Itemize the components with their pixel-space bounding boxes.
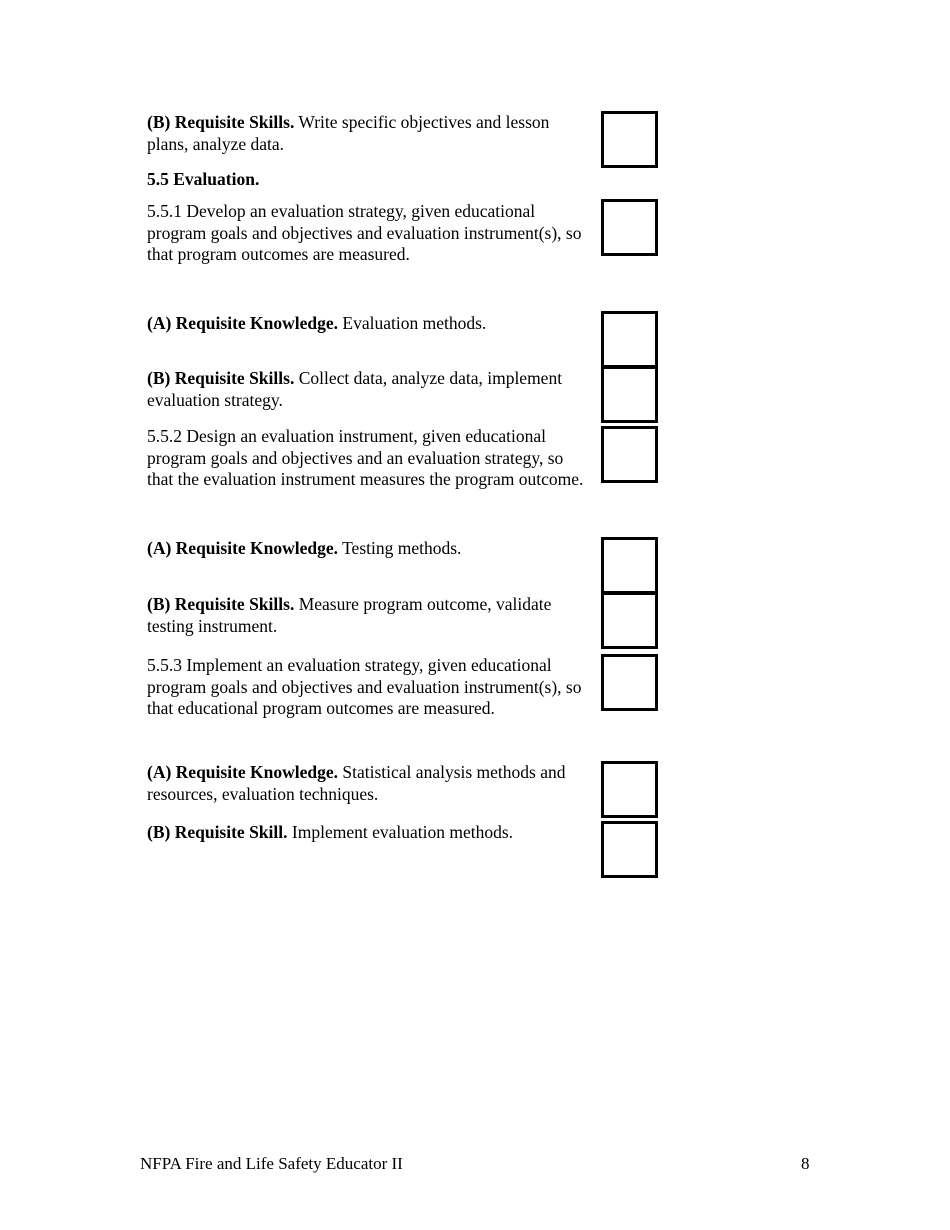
requisite-text: Measure program outcome, validate testing instrument. <box>147 594 552 636</box>
skills-paragraph-3 <box>147 594 587 637</box>
section-heading: 5.5 Evaluation. <box>147 169 260 189</box>
jpr-5-5-2: 5.5.2 Design an evaluation instrument, given educational program goals and objectives and an evaluation strategy, so that the evaluation instrument measures the program outcome. <box>147 426 584 489</box>
checkbox-knowledge-1[interactable] <box>601 311 658 368</box>
requisite-text: Evaluation methods. <box>338 313 487 333</box>
jpr-5-5-1: 5.5.1 Develop an evaluation strategy, given educational program goals and objectives and evaluation instrument(s), so that program outcomes are measured. <box>147 201 582 264</box>
skills-paragraph-2 <box>147 368 587 411</box>
skills-paragraph-4 <box>147 822 587 844</box>
requisite-label: (A) Requisite Knowledge. <box>147 538 339 558</box>
checkbox-jpr-5-5-2[interactable] <box>601 426 658 483</box>
checkbox-knowledge-3[interactable] <box>601 761 658 818</box>
knowledge-paragraph-1 <box>147 313 587 335</box>
knowledge-paragraph-3 <box>147 762 587 805</box>
requisite-label: (B) Requisite Skills. <box>147 368 295 388</box>
skills-paragraph-1 <box>147 112 587 155</box>
requisite-label: (B) Requisite Skills. <box>147 112 295 132</box>
requisite-text: Implement evaluation methods. <box>287 822 514 842</box>
requisite-label: (B) Requisite Skills. <box>147 594 295 614</box>
requisite-label: (A) Requisite Knowledge. <box>147 762 339 782</box>
checkbox-jpr-5-5-1[interactable] <box>601 199 658 256</box>
page-number: 8 <box>801 1154 810 1173</box>
checkbox-skills-2[interactable] <box>601 366 658 423</box>
requisite-label: (B) Requisite Skill. <box>147 822 288 842</box>
requisite-text: Collect data, analyze data, implement evaluation strategy. <box>147 368 563 410</box>
checkbox-skills-1[interactable] <box>601 111 658 168</box>
checkbox-knowledge-2[interactable] <box>601 537 658 594</box>
checkbox-jpr-5-5-3[interactable] <box>601 654 658 711</box>
requisite-text: Write specific objectives and lesson plans, analyze data. <box>147 112 550 154</box>
checkbox-skills-3[interactable] <box>601 592 658 649</box>
requisite-label: (A) Requisite Knowledge. <box>147 313 339 333</box>
knowledge-paragraph-2 <box>147 538 587 560</box>
checkbox-skills-4[interactable] <box>601 821 658 878</box>
requisite-text: Statistical analysis methods and resources, evaluation techniques. <box>147 762 566 804</box>
footer-title: NFPA Fire and Life Safety Educator II <box>140 1154 403 1173</box>
requisite-text: Testing methods. <box>338 538 462 558</box>
jpr-5-5-3: 5.5.3 Implement an evaluation strategy, given educational program goals and objectives and evaluation instrument(s), so that educational program outcomes are measured. <box>147 655 582 718</box>
